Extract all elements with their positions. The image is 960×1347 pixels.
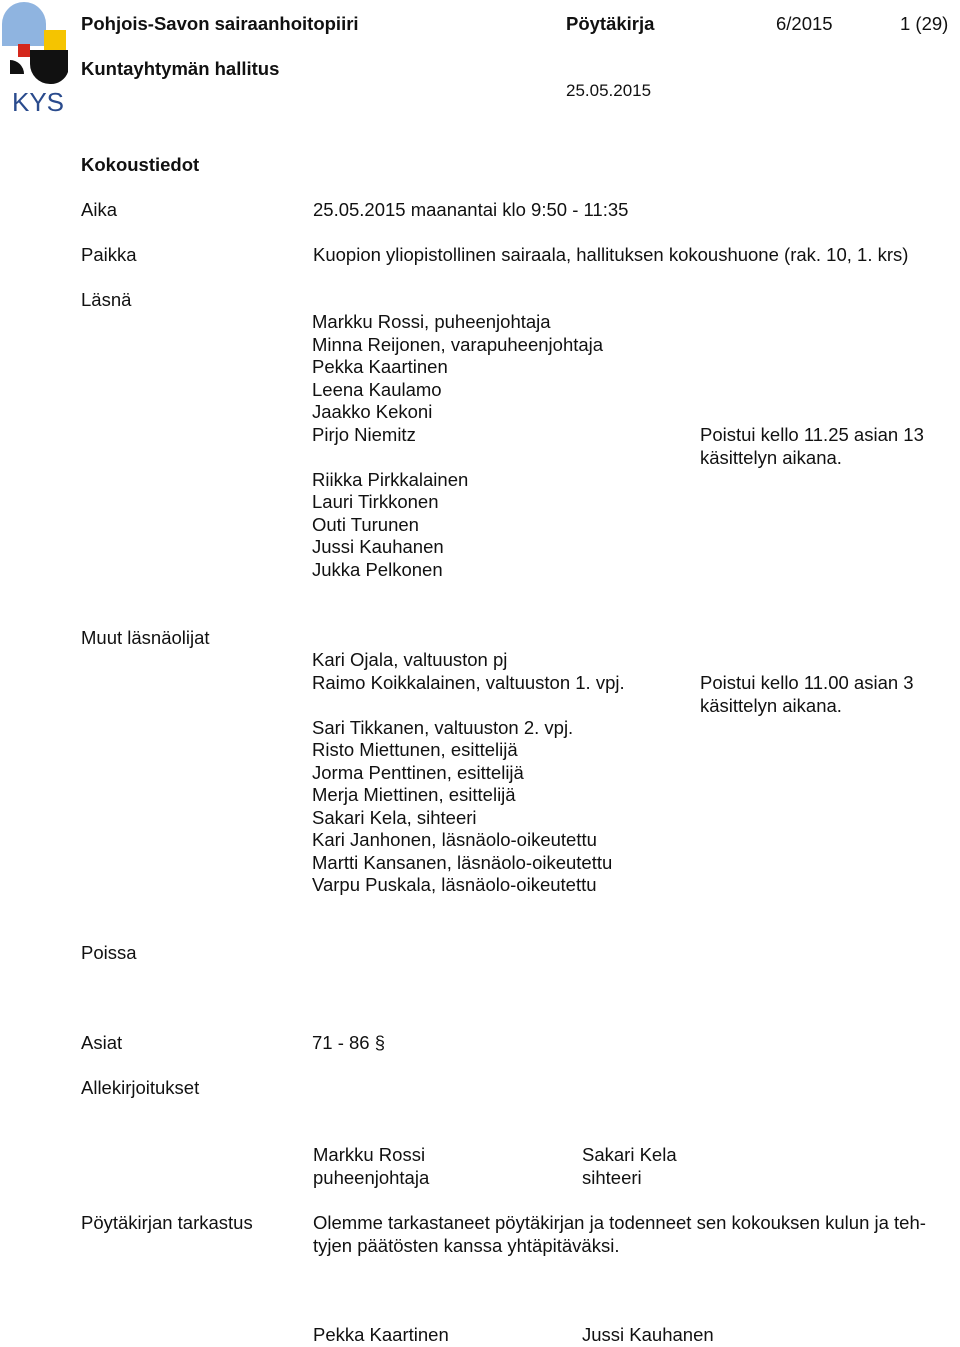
logo-text: KYS <box>12 87 65 117</box>
list-item: Outi Turunen <box>312 513 419 535</box>
list-item: Leena Kaulamo <box>312 378 442 400</box>
logo-black-small-shape <box>10 60 24 74</box>
logo-blue-shape <box>2 2 46 46</box>
note-line: käsittelyn aikana. <box>700 694 842 716</box>
list-item: Raimo Koikkalainen, valtuuston 1. vpj. <box>312 671 625 693</box>
list-item: Markku Rossi, puheenjohtaja <box>312 311 551 332</box>
section-title: Kokoustiedot <box>81 154 200 175</box>
tarkastus-text-line: tyjen päätösten kanssa yhtäpitäväksi. <box>313 1234 620 1256</box>
allekirjoitukset-label: Allekirjoitukset <box>81 1077 200 1098</box>
muut-member-list <box>312 649 625 897</box>
muut-label: Muut läsnäolijat <box>81 627 210 648</box>
logo-yellow-shape <box>44 30 66 50</box>
list-item: Jorma Penttinen, esittelijä <box>312 761 524 783</box>
list-gap <box>312 694 625 717</box>
tarkastus-text <box>313 1212 926 1257</box>
list-item: Risto Miettunen, esittelijä <box>312 739 518 760</box>
list-item: Minna Reijonen, varapuheenjohtaja <box>312 333 604 355</box>
list-item: Jukka Pelkonen <box>312 558 443 580</box>
list-item: Pirjo Niemitz <box>312 423 416 445</box>
signer-chair <box>313 1144 429 1189</box>
header-date: 25.05.2015 <box>566 81 652 100</box>
list-item: Kari Janhonen, läsnäolo-oikeutettu <box>312 829 597 850</box>
poissa-label: Poissa <box>81 942 137 963</box>
paikka-value: Kuopion yliopistollinen sairaala, hallituksen kokoushuone (rak. 10, 1. krs) <box>313 244 909 265</box>
paikka-label: Paikka <box>81 244 137 265</box>
list-item: Pekka Kaartinen <box>312 356 448 377</box>
signer-role: sihteeri <box>582 1166 642 1188</box>
list-item: Jaakko Kekoni <box>312 401 433 422</box>
list-item: Kari Ojala, valtuuston pj <box>312 649 508 670</box>
list-item: Merja Miettinen, esittelijä <box>312 784 516 805</box>
document-number: 6/2015 <box>776 13 833 34</box>
note-line: Poistui kello 11.00 asian 3 <box>700 672 914 693</box>
lasna-note <box>700 424 924 469</box>
signer-name: Sakari Kela <box>582 1144 677 1165</box>
list-gap <box>312 446 603 469</box>
asiat-range: 71 - 86 <box>312 1032 370 1053</box>
checker-name: Pekka Kaartinen <box>313 1324 449 1345</box>
tarkastus-label: Pöytäkirjan tarkastus <box>81 1212 253 1233</box>
list-item: Riikka Pirkkalainen <box>312 468 469 490</box>
aika-label: Aika <box>81 199 117 220</box>
kys-logo <box>0 0 70 118</box>
list-item: Sakari Kela, sihteeri <box>312 806 477 828</box>
section-symbol: § <box>374 1032 386 1053</box>
signer-secretary <box>582 1144 677 1189</box>
list-item: Sari Tikkanen, valtuuston 2. vpj. <box>312 716 574 738</box>
muut-note <box>700 672 914 717</box>
department-name: Kuntayhtymän hallitus <box>81 58 280 79</box>
note-line: Poistui kello 11.25 asian 13 <box>700 424 924 445</box>
signer-name: Markku Rossi <box>313 1144 426 1165</box>
list-item: Lauri Tirkkonen <box>312 491 439 512</box>
signer-role: puheenjohtaja <box>313 1166 430 1188</box>
list-item: Varpu Puskala, läsnäolo-oikeutettu <box>312 874 597 895</box>
logo-red-shape <box>18 44 30 57</box>
list-item: Jussi Kauhanen <box>312 536 444 557</box>
tarkastus-text-line: Olemme tarkastaneet pöytäkirjan ja todenneet sen kokouksen kulun ja teh- <box>313 1212 926 1233</box>
organization-name: Pohjois-Savon sairaanhoitopiiri <box>81 13 359 34</box>
asiat-label: Asiat <box>81 1032 123 1053</box>
page-number: 1 (29) <box>900 13 949 34</box>
kys-logo-icon <box>0 0 70 118</box>
note-line: käsittelyn aikana. <box>700 446 842 468</box>
asiat-value <box>312 1032 385 1055</box>
document-type: Pöytäkirja <box>566 13 655 34</box>
lasna-member-list <box>312 311 603 581</box>
checker-name: Jussi Kauhanen <box>582 1324 714 1345</box>
list-item: Martti Kansanen, läsnäolo-oikeutettu <box>312 851 613 873</box>
lasna-label: Läsnä <box>81 289 132 310</box>
logo-black-shape <box>30 50 68 84</box>
aika-value: 25.05.2015 maanantai klo 9:50 - 11:35 <box>313 199 629 220</box>
